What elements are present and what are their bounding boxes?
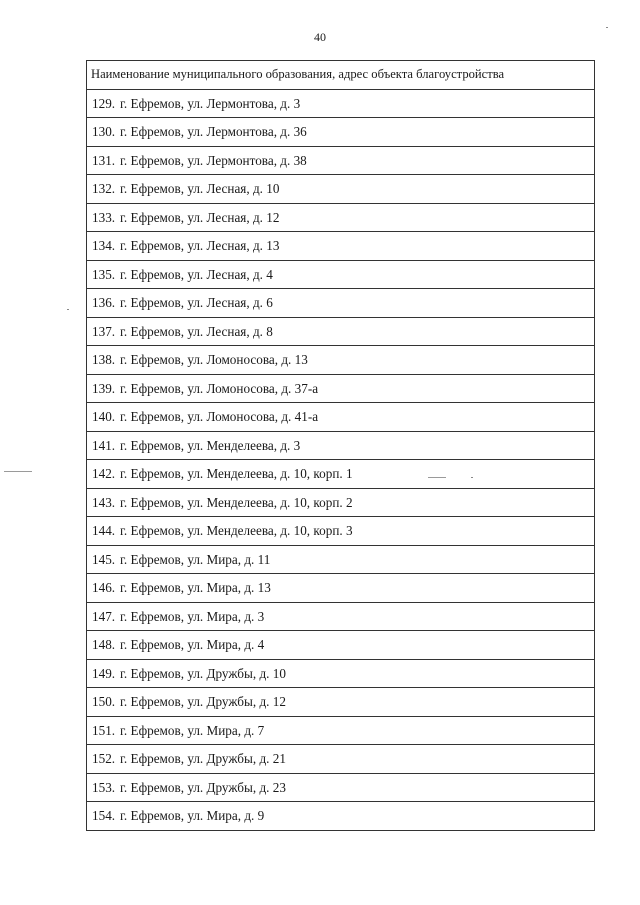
address-cell xyxy=(87,118,595,147)
row-number: 153. xyxy=(92,779,116,795)
address-table xyxy=(86,60,595,831)
table-row xyxy=(87,460,595,489)
row-number: 152. xyxy=(92,751,116,767)
address-cell xyxy=(87,602,595,631)
row-number: 150. xyxy=(92,694,116,710)
table-row xyxy=(87,773,595,802)
address-text: г. Ефремов, ул. Мира, д. 7 xyxy=(120,722,265,738)
page-number: 40 xyxy=(314,30,326,44)
row-number: 139. xyxy=(92,380,116,396)
row-number: 149. xyxy=(92,665,116,681)
address-text: г. Ефремов, ул. Мира, д. 9 xyxy=(120,808,265,824)
address-cell xyxy=(87,260,595,289)
address-text: г. Ефремов, ул. Менделеева, д. 10, корп. 3 xyxy=(120,523,353,539)
address-text: г. Ефремов, ул. Лесная, д. 8 xyxy=(120,323,273,339)
address-cell xyxy=(87,574,595,603)
row-number: 140. xyxy=(92,409,116,425)
table-row xyxy=(87,232,595,261)
table-row xyxy=(87,517,595,546)
address-cell xyxy=(87,232,595,261)
address-text: г. Ефремов, ул. Дружбы, д. 23 xyxy=(120,779,286,795)
row-number: 148. xyxy=(92,637,116,653)
address-cell xyxy=(87,688,595,717)
address-text: г. Ефремов, ул. Мира, д. 13 xyxy=(120,580,271,596)
table-row xyxy=(87,488,595,517)
table-header: Наименование муниципального образования, адрес объекта благоустройства xyxy=(87,61,595,90)
row-number: 132. xyxy=(92,181,116,197)
table-row xyxy=(87,374,595,403)
row-number: 134. xyxy=(92,238,116,254)
table-row xyxy=(87,545,595,574)
address-cell xyxy=(87,631,595,660)
address-text: г. Ефремов, ул. Мира, д. 11 xyxy=(120,551,271,567)
address-text: г. Ефремов, ул. Мира, д. 3 xyxy=(120,608,265,624)
scan-dot xyxy=(606,27,608,28)
address-text: г. Ефремов, ул. Лесная, д. 4 xyxy=(120,266,273,282)
table-row xyxy=(87,260,595,289)
address-text: г. Ефремов, ул. Лермонтова, д. 3 xyxy=(120,95,301,111)
table-row xyxy=(87,146,595,175)
row-number: 141. xyxy=(92,437,116,453)
address-text: г. Ефремов, ул. Лесная, д. 12 xyxy=(120,209,280,225)
row-number: 129. xyxy=(92,95,116,111)
row-number: 133. xyxy=(92,209,116,225)
address-text: г. Ефремов, ул. Мира, д. 4 xyxy=(120,637,265,653)
table-row xyxy=(87,175,595,204)
address-text: г. Ефремов, ул. Лермонтова, д. 38 xyxy=(120,152,307,168)
row-number: 143. xyxy=(92,494,116,510)
table-row xyxy=(87,688,595,717)
address-cell xyxy=(87,545,595,574)
address-cell xyxy=(87,773,595,802)
scan-dot xyxy=(471,477,473,478)
table-row xyxy=(87,289,595,318)
row-number: 137. xyxy=(92,323,116,339)
row-number: 130. xyxy=(92,124,116,140)
table-row xyxy=(87,745,595,774)
address-text: г. Ефремов, ул. Лесная, д. 10 xyxy=(120,181,280,197)
address-text: г. Ефремов, ул. Дружбы, д. 10 xyxy=(120,665,286,681)
table-row xyxy=(87,631,595,660)
address-cell xyxy=(87,175,595,204)
row-number: 144. xyxy=(92,523,116,539)
address-text: г. Ефремов, ул. Менделеева, д. 10, корп. 2 xyxy=(120,494,353,510)
row-number: 142. xyxy=(92,466,116,482)
row-number: 136. xyxy=(92,295,116,311)
address-cell xyxy=(87,289,595,318)
address-text: г. Ефремов, ул. Ломоносова, д. 37-а xyxy=(120,380,319,396)
row-number: 151. xyxy=(92,722,116,738)
address-cell xyxy=(87,431,595,460)
address-text: г. Ефремов, ул. Ломоносова, д. 41-а xyxy=(120,409,319,425)
address-cell xyxy=(87,374,595,403)
address-text: г. Ефремов, ул. Лесная, д. 6 xyxy=(120,295,273,311)
address-cell xyxy=(87,659,595,688)
table-row xyxy=(87,431,595,460)
address-cell xyxy=(87,146,595,175)
table-row xyxy=(87,659,595,688)
table-header-row xyxy=(87,61,595,90)
row-number: 131. xyxy=(92,152,116,168)
table-row xyxy=(87,89,595,118)
address-cell xyxy=(87,716,595,745)
table-row xyxy=(87,602,595,631)
address-cell xyxy=(87,802,595,831)
row-number: 145. xyxy=(92,551,116,567)
address-text: г. Ефремов, ул. Дружбы, д. 12 xyxy=(120,694,286,710)
address-text: г. Ефремов, ул. Менделеева, д. 10, корп. 1 xyxy=(120,466,353,482)
row-number: 146. xyxy=(92,580,116,596)
row-number: 135. xyxy=(92,266,116,282)
address-text: г. Ефремов, ул. Дружбы, д. 21 xyxy=(120,751,286,767)
address-cell xyxy=(87,346,595,375)
address-text: г. Ефремов, ул. Менделеева, д. 3 xyxy=(120,437,301,453)
row-number: 147. xyxy=(92,608,116,624)
address-cell xyxy=(87,203,595,232)
address-cell xyxy=(87,488,595,517)
row-number: 138. xyxy=(92,352,116,368)
address-cell xyxy=(87,317,595,346)
address-cell xyxy=(87,403,595,432)
table-row xyxy=(87,346,595,375)
table-row xyxy=(87,317,595,346)
table-row xyxy=(87,574,595,603)
address-text: г. Ефремов, ул. Лермонтова, д. 36 xyxy=(120,124,307,140)
address-cell xyxy=(87,89,595,118)
table-row xyxy=(87,802,595,831)
table-row xyxy=(87,203,595,232)
address-text: г. Ефремов, ул. Лесная, д. 13 xyxy=(120,238,280,254)
table-row xyxy=(87,716,595,745)
scan-mark xyxy=(4,471,32,472)
scan-mark xyxy=(428,477,446,478)
address-cell xyxy=(87,517,595,546)
scan-dot xyxy=(67,309,69,310)
address-text: г. Ефремов, ул. Ломоносова, д. 13 xyxy=(120,352,308,368)
address-cell xyxy=(87,745,595,774)
row-number: 154. xyxy=(92,808,116,824)
address-cell xyxy=(87,460,595,489)
table-row xyxy=(87,118,595,147)
table-row xyxy=(87,403,595,432)
